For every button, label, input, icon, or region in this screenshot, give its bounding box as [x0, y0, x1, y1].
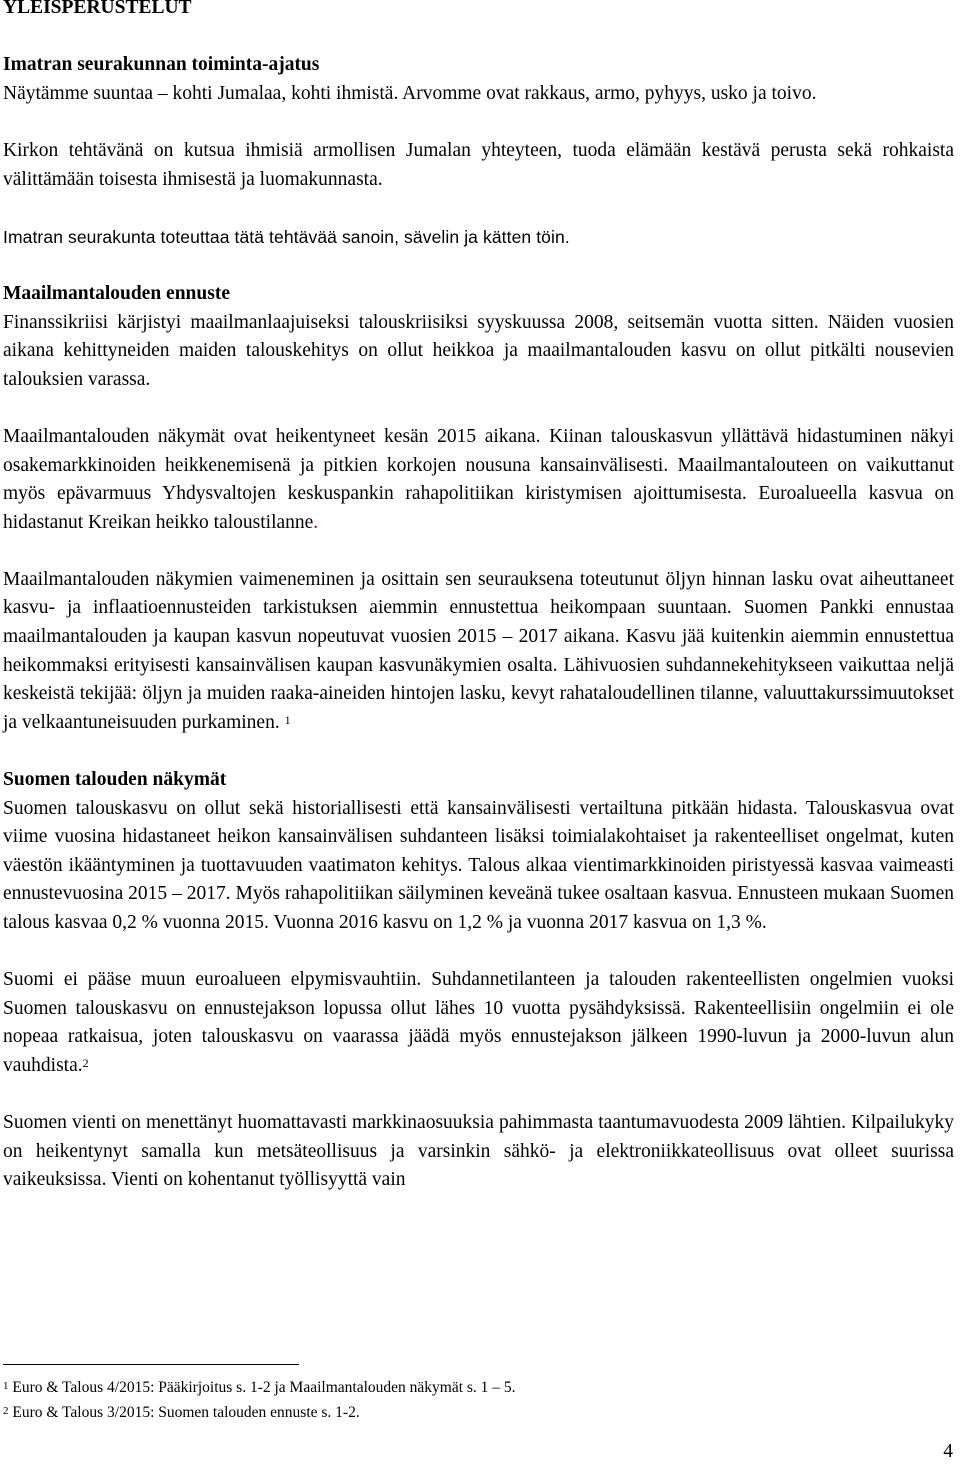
- section-heading: Imatran seurakunnan toiminta-ajatus: [3, 54, 320, 76]
- section-toiminta-ajatus: [3, 51, 954, 251]
- text-run: Näiden vuosien aikana kehittyneiden maiden talouskehitys on ollut heikkoa ja maailmantalouden kasvu on ollut pitkälti nousevien talouksien varassa.: [3, 311, 954, 390]
- section-maailmantalous: [3, 280, 954, 738]
- footnote: [3, 1400, 703, 1425]
- paragraph: Näytämme suuntaa – kohti Jumalaa, kohti ihmistä. Arvomme ovat rakkaus, armo, pyhyys, usko ja toivo.: [3, 82, 817, 104]
- accent-punctuation: .: [313, 511, 319, 533]
- footnote-reference[interactable]: 1: [284, 712, 291, 727]
- section-suomen-talous: [3, 766, 954, 1195]
- paragraph: Kirkon tehtävänä on kutsua ihmisiä armollisen Jumalan yhteyteen, tuoda elämään kestävä perusta sekä rohkaista välittämään toisesta ihmisestä ja luomakunnasta.: [3, 139, 954, 190]
- paragraph: Imatran seurakunta toteuttaa tätä tehtävää sanoin, sävelin ja kätten töin.: [3, 226, 570, 247]
- footnote-separator: [3, 1364, 299, 1365]
- text-run: Suomi ei pääse muun euroalueen elpymisvauhtiin. Suhdannetilanteen ja talouden rakenteellisten ongelmien vuoksi Suomen talouskasvu on ennustejakson lopussa ollut lähes 10 vuotta pysähdyksissä. Rakenteellisiin ongelmiin ei ole nopeaa ratkaisua, joten talouskasvu on vaarassa jäädä myös ennustejakson jälkeen 1990-luvun ja 2000-luvun alun vauhdista.: [3, 969, 954, 1076]
- document-page: [3, 0, 954, 1195]
- footnote-number: 1: [3, 1380, 9, 1392]
- paragraph: Suomen talouskasvu on ollut sekä historiallisesti että kansainvälisesti vertailtuna pitkään hidasta. Talouskasvua ovat viime vuosina hidastaneet heikon kansainvälisen suhdanteen lisäksi toimialakohtaiset ja rakenteelliset ongelmat, kuten väestön ikääntyminen ja tuottavuuden vaatimaton kehitys. Talous alkaa vientimarkkinoiden piristyessä kasvaa vaimeasti ennustevuosina 2015 – 2017. Myös rahapolitiikan säilyminen keveänä tukee osaltaan kasvua. Ennusteen mukaan Suomen talous kasvaa 0,2 % vuonna 2015. Vuonna 2016 kasvu on 1,2 % ja vuonna 2017 kasvua on 1,3 %.: [3, 797, 954, 933]
- section-heading: Maailmantalouden ennuste: [3, 282, 230, 304]
- section-heading: Suomen talouden näkymät: [3, 769, 227, 791]
- page-number: 4: [943, 1441, 953, 1462]
- document-title: YLEISPERUSTELUT: [3, 0, 192, 18]
- paragraph: [3, 423, 954, 537]
- footnote: [3, 1375, 703, 1400]
- footnote-text: Euro & Talous 4/2015: Pääkirjoitus s. 1-2 ja Maailmantalouden näkymät s. 1 – 5.: [8, 1379, 516, 1396]
- footnote-reference[interactable]: 2: [82, 1055, 89, 1070]
- paragraph: [3, 566, 954, 738]
- paragraph: Suomen vienti on menettänyt huomattavasti markkinaosuuksia pahimmasta taantumavuodesta 2009 lähtien. Kilpailukyky on heikentynyt samalla kun metsäteollisuus ja varsinkin sähkö- ja elektroniikkateollisuus ovat olleet suurissa vaikeuksissa. Vienti on kohentanut työllisyyttä vain: [3, 1112, 954, 1191]
- footnote-text: Euro & Talous 3/2015: Suomen talouden ennuste s. 1-2.: [8, 1404, 360, 1421]
- paragraph: [3, 966, 954, 1080]
- text-run: Finanssikriisi kärjistyi maailmanlaajuiseksi talouskriisiksi syyskuussa 2008, seitsemän vuotta sitten.: [3, 311, 819, 333]
- paragraph: [3, 309, 954, 395]
- footnote-number: 2: [3, 1405, 9, 1417]
- text-run: Maailmantalouden näkymät ovat heikentyneet kesän 2015 aikana. Kiinan talouskasvun yllättävä hidastuminen näkyi osakemarkkinoiden heikkenemisenä ja pitkien korkojen nousuna kansainvälisesti. Maailmantalouteen on vaikuttanut myös epävarmuus Yhdysvaltojen keskuspankin rahapolitiikan kiristymisen ajoittumisesta. Euroalueella kasvua on hidastanut Kreikan heikko taloustilanne: [3, 425, 954, 533]
- footnotes: [3, 1364, 703, 1425]
- text-run: Maailmantalouden näkymien vaimeneminen ja osittain sen seurauksena toteutunut öljyn hinnan lasku ovat aiheuttaneet kasvu- ja inflaatioennusteiden tarkistuksen aiemmin ennustettua heikompaan suuntaan. Suomen Pankki ennustaa maailmantalouden ja kaupan kasvun nopeutuvat vuosien 2015 – 2017 aikana. Kasvu jää kuitenkin aiemmin ennustettua heikommaksi erityisesti kansainvälisen kaupan kasvunäkymien osalta. Lähivuosien suhdannekehitykseen vaikuttaa neljä keskeistä tekijää: öljyn ja muiden raaka-aineiden hintojen lasku, kevyt rahataloudellinen tilanne, valuuttakurssimuutokset ja velkaantuneisuuden purkaminen.: [3, 568, 954, 733]
